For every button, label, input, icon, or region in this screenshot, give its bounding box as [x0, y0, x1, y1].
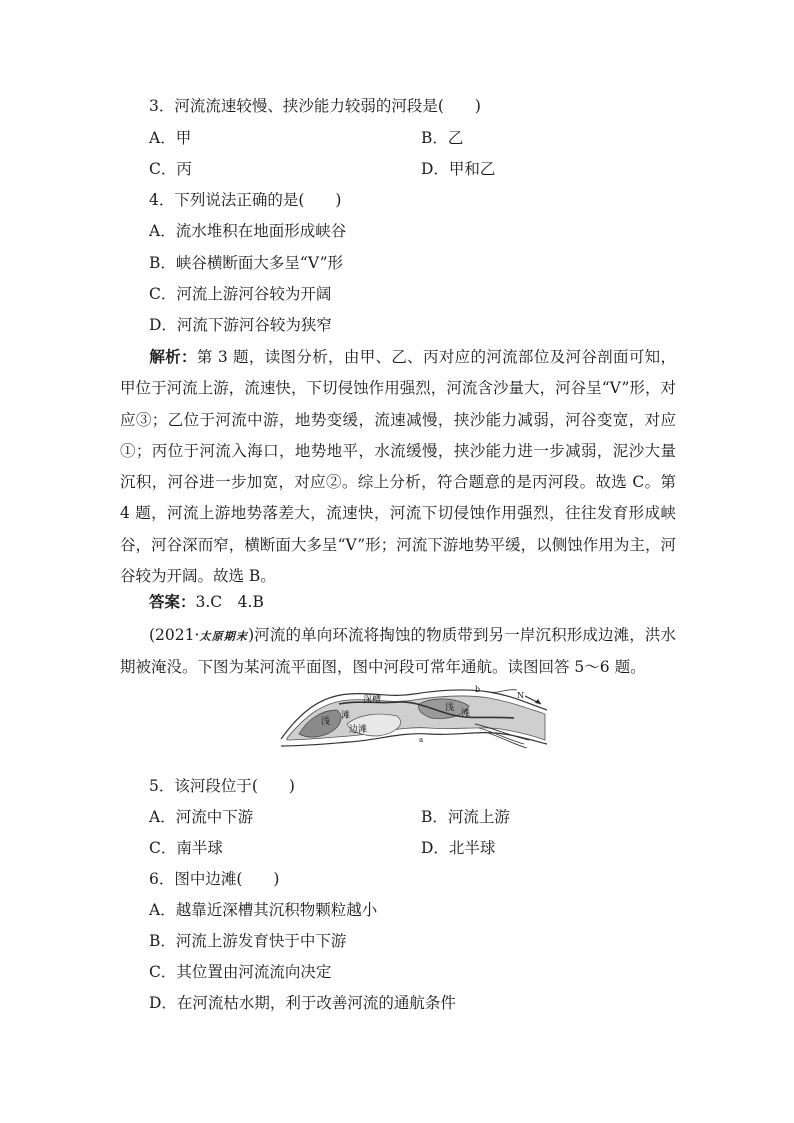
- intro-year: (2021·: [149, 626, 200, 644]
- q3-option-d: D．甲和乙: [421, 160, 496, 178]
- q6-option-d: D．在河流枯水期，利于改善河流的通航条件: [149, 994, 456, 1012]
- q3-stem: 3．河流流速较慢、挟沙能力较弱的河段是( ): [149, 97, 481, 115]
- q4-option-b: B．峡谷横断面大多呈“V”形: [149, 254, 344, 272]
- q6-option-c: C．其位置由河流流向决定: [149, 963, 332, 981]
- label-a: a: [419, 736, 424, 744]
- q6-option-b: B．河流上游发育快于中下游: [149, 932, 347, 950]
- analysis-text: 第 3 题，读图分析，由甲、乙、丙对应的河流部位及河谷剖面可知，甲位于河流上游，流速快，下切侵蚀作用强烈，河流含沙量大，河谷呈“V”形，对应③；乙位于河流中游，地势变缓，流速减慢，挟沙能力减弱，河谷变宽，对应①；丙位于河流入海口，地势地平，水流缓慢，挟沙能力进一步减弱，泥沙大量沉积，河谷进一步加宽，对应②。综上分析，符合题意的是丙河段。故选 C。第 4 题，河流上游地势落差大，流速快，河流下切侵蚀作用强烈，往往发育形成峡谷，河谷深而窄，横断面大多呈“V”形；河流下游地势平缓，以侧蚀作用为主，河谷较为开阔。故选 B。: [120, 348, 676, 586]
- q3-option-a: A．甲: [149, 129, 192, 147]
- intro-text: )河流的单向环流将掏蚀的物质带到另一岸沉积形成边滩，洪水期被淹没。下图为某河流平面图，图中河段可常年通航。读图回答 5～6 题。: [120, 626, 676, 677]
- analysis-label: 解析：: [149, 347, 197, 366]
- q6-option-a: A．越靠近深槽其沉积物颗粒越小: [149, 901, 378, 919]
- intro-source: 太原期末: [199, 630, 249, 643]
- q4-stem: 4．下列说法正确的是( ): [149, 191, 342, 209]
- answer-text: 3.C 4.B: [195, 593, 264, 611]
- label-deep-channel: 深槽: [363, 695, 382, 705]
- q4-option-a: A．流水堆积在地面形成峡谷: [149, 222, 347, 240]
- analysis-paragraph: [120, 341, 676, 592]
- label-shoal-1: 浅: [321, 717, 331, 727]
- label-north: N: [517, 691, 524, 700]
- answer-label: 答案：: [149, 592, 196, 611]
- intro-paragraph: [120, 620, 676, 684]
- q5-stem: 5．该河段位于( ): [149, 777, 295, 795]
- q4-option-c: C．河流上游河谷较为开阔: [149, 285, 332, 303]
- label-edge-shoal: 边滩: [349, 725, 368, 735]
- q3-option-b: B．乙: [421, 129, 464, 147]
- q5-option-d: D．北半球: [421, 839, 496, 857]
- q5-option-a: A．河流中下游: [149, 808, 254, 826]
- q4-option-d: D．河流下游河谷较为狭窄: [149, 316, 332, 334]
- q5-option-c: C．南半球: [149, 839, 223, 857]
- label-b: b: [475, 685, 481, 694]
- q6-stem: 6．图中边滩( ): [149, 870, 280, 888]
- label-shoal-4: 滩: [461, 709, 471, 719]
- q5-option-b: B．河流上游: [421, 808, 510, 826]
- answer-line: [149, 592, 264, 612]
- label-shoal-2: 滩: [341, 711, 351, 721]
- river-plan-figure: [279, 684, 549, 750]
- q3-option-c: C．丙: [149, 160, 192, 178]
- label-shoal-3: 浅: [445, 703, 455, 713]
